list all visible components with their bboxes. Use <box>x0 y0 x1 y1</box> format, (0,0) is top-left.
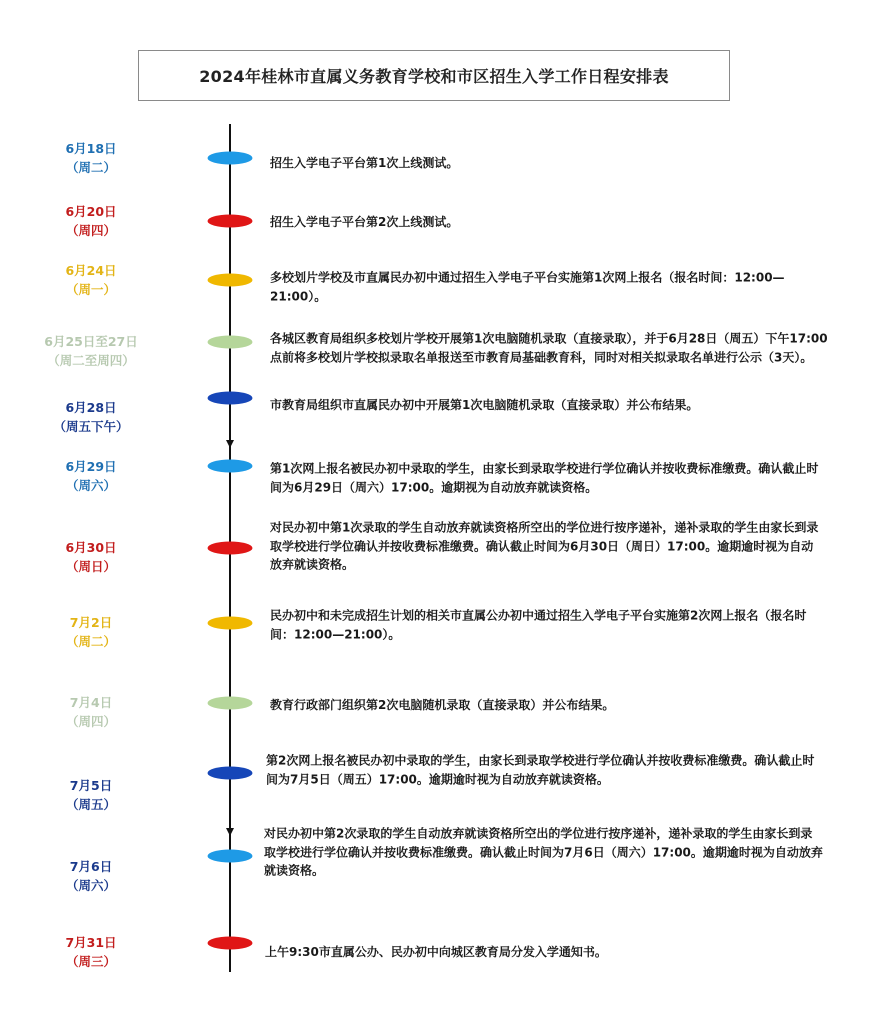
event-date <box>26 332 156 370</box>
event-description: 多校划片学校及市直属民办初中通过招生入学电子平台实施第1次网上报名（报名时间：12:00—21:00）。 <box>270 270 785 303</box>
event-description: 招生入学电子平台第1次上线测试。 <box>270 155 459 170</box>
event-description: 第1次网上报名被民办初中录取的学生，由家长到录取学校进行学位确认并按收费标准缴费。确认截止时间为6月29日（周六）17:00。逾期视为自动放弃就读资格。 <box>270 461 819 494</box>
event-weekday: （周四） <box>65 714 116 729</box>
event-weekday: （周六） <box>65 478 116 493</box>
event-date-day: 6月28日 <box>65 400 117 415</box>
event-description: 民办初中和未完成招生计划的相关市直属公办初中通过招生入学电子平台实施第2次网上报名（报名时间：12:00—21:00）。 <box>270 608 807 641</box>
event-weekday: （周六） <box>65 878 116 893</box>
timeline-marker <box>208 697 253 710</box>
timeline-marker <box>208 542 253 555</box>
event-description: 对民办初中第2次录取的学生自动放弃就读资格所空出的学位进行按序递补，递补录取的学生由家长到录取学校进行学位确认并按收费标准缴费。确认截止时间为7月6日（周六）17:00。逾期逾时视为自动放弃就读资格。 <box>264 826 823 878</box>
event-weekday: （周一） <box>65 282 116 297</box>
event-date <box>26 202 156 240</box>
timeline-marker <box>208 152 253 165</box>
event-weekday: （周四） <box>65 223 116 238</box>
timeline-arrow <box>226 828 234 836</box>
event-date-day: 7月4日 <box>69 695 113 710</box>
timeline-marker <box>208 460 253 473</box>
event-weekday: （周五下午） <box>53 419 129 434</box>
event-description: 教育行政部门组织第2次电脑随机录取（直接录取）并公布结果。 <box>270 697 615 712</box>
event-date-day: 7月6日 <box>69 859 113 874</box>
event-date-day: 6月25日至27日 <box>44 334 138 349</box>
timeline-marker <box>208 392 253 405</box>
event-date-day: 7月5日 <box>69 778 113 793</box>
timeline-marker <box>208 850 253 863</box>
timeline-marker <box>208 274 253 287</box>
event-description: 招生入学电子平台第2次上线测试。 <box>270 214 459 229</box>
event-date <box>26 538 156 576</box>
timeline-marker <box>208 937 253 950</box>
timeline-marker <box>208 336 253 349</box>
timeline-arrow <box>226 440 234 448</box>
event-date <box>26 457 156 495</box>
event-date-day: 7月31日 <box>65 935 117 950</box>
event-weekday: （周二至周四） <box>47 353 135 368</box>
event-description: 各城区教育局组织多校划片学校开展第1次电脑随机录取（直接录取），并于6月28日（周五）下午17:00点前将多校划片学校拟录取名单报送至市教育局基础教育科，同时对相关拟录取名单进行公示（3天）。 <box>270 331 828 364</box>
event-date <box>26 139 156 177</box>
event-weekday: （周三） <box>65 954 116 969</box>
event-date <box>26 693 156 731</box>
event-weekday: （周日） <box>65 559 116 574</box>
timeline-marker <box>208 215 253 228</box>
event-date <box>26 776 156 814</box>
event-date <box>26 857 156 895</box>
timeline-marker <box>208 617 253 630</box>
event-weekday: （周二） <box>65 160 116 175</box>
event-date <box>26 398 156 436</box>
page-title: 2024年桂林市直属义务教育学校和市区招生入学工作日程安排表 <box>138 50 730 101</box>
event-date <box>26 613 156 651</box>
event-date-day: 6月20日 <box>65 204 117 219</box>
event-weekday: （周二） <box>65 634 116 649</box>
event-date-day: 6月30日 <box>65 540 117 555</box>
event-description: 对民办初中第1次录取的学生自动放弃就读资格所空出的学位进行按序递补，递补录取的学生由家长到录取学校进行学位确认并按收费标准缴费。确认截止时间为6月30日（周日）17:00。逾期逾时视为自动放弃就读资格。 <box>270 520 819 572</box>
event-weekday: （周五） <box>65 797 116 812</box>
event-date-day: 6月24日 <box>65 263 117 278</box>
event-date-day: 6月29日 <box>65 459 117 474</box>
event-description: 第2次网上报名被民办初中录取的学生，由家长到录取学校进行学位确认并按收费标准缴费。确认截止时间为7月5日（周五）17:00。逾期逾时视为自动放弃就读资格。 <box>266 753 815 786</box>
event-date <box>26 261 156 299</box>
event-description: 市教育局组织市直属民办初中开展第1次电脑随机录取（直接录取）并公布结果。 <box>270 397 699 412</box>
event-date <box>26 933 156 971</box>
event-date-day: 6月18日 <box>65 141 117 156</box>
timeline-marker <box>208 767 253 780</box>
event-description: 上午9:30市直属公办、民办初中向城区教育局分发入学通知书。 <box>265 944 607 959</box>
event-date-day: 7月2日 <box>69 615 113 630</box>
